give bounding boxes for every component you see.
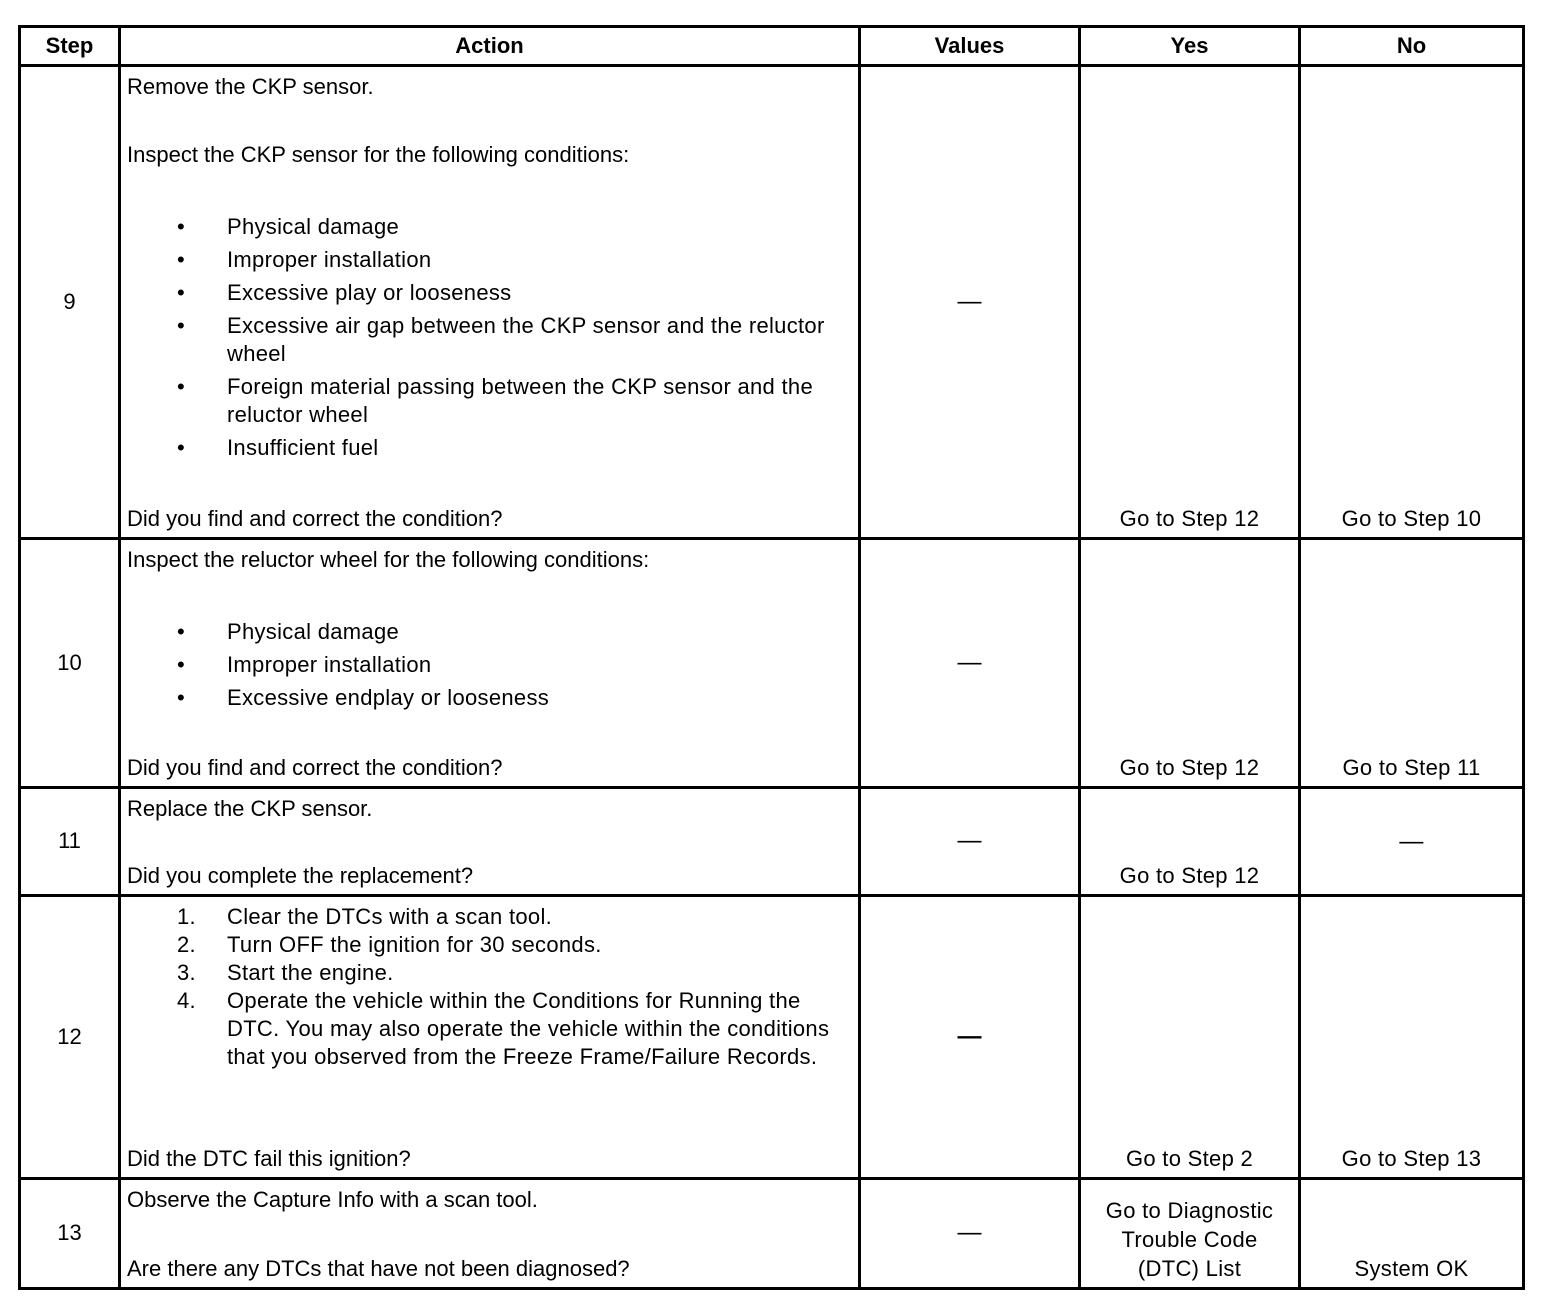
no-outcome: Go to Step 13 xyxy=(1300,896,1524,1179)
step-number: 11 xyxy=(20,787,120,895)
step-number: 13 xyxy=(20,1178,120,1288)
diagnostic-table xyxy=(18,25,1525,1290)
list-item: • Insufficient fuel xyxy=(177,435,379,460)
table-row-step-12 xyxy=(20,896,1524,1179)
table-row-step-13 xyxy=(20,1178,1524,1288)
bullet-icon: • xyxy=(177,619,186,645)
bullet-icon: • xyxy=(177,280,186,305)
condition-list xyxy=(127,213,852,462)
bullet-icon: • xyxy=(177,313,186,338)
no-outcome: System OK xyxy=(1300,1178,1524,1288)
action-cell xyxy=(120,66,860,539)
table-row-step-10 xyxy=(20,539,1524,788)
values-cell: — xyxy=(860,66,1080,539)
action-intro: Observe the Capture Info with a scan tool. xyxy=(127,1186,538,1212)
bullet-icon: • xyxy=(177,652,186,678)
action-lead: Inspect the CKP sensor for the following conditions: xyxy=(127,142,630,167)
yes-outcome: Go to Step 12 xyxy=(1080,66,1300,539)
action-question: Did the DTC fail this ignition? xyxy=(127,1145,411,1171)
action-question: Are there any DTCs that have not been diagnosed? xyxy=(127,1256,630,1281)
bullet-icon: • xyxy=(177,374,186,399)
no-outcome: Go to Step 10 xyxy=(1300,66,1524,539)
table-row-step-11 xyxy=(20,787,1524,895)
header-row xyxy=(20,27,1524,66)
list-item: • Improper installation xyxy=(177,652,432,678)
bullet-icon: • xyxy=(177,685,186,711)
yes-outcome: Go to Step 2 xyxy=(1080,896,1300,1179)
bullet-icon: • xyxy=(177,435,186,460)
list-item: • Excessive endplay or looseness xyxy=(177,685,550,711)
step-number: 12 xyxy=(20,896,120,1179)
action-intro: Remove the CKP sensor. xyxy=(127,74,374,99)
bullet-icon: • xyxy=(177,214,186,239)
no-outcome: Go to Step 11 xyxy=(1300,539,1524,788)
yes-outcome: Go to Step 12 xyxy=(1080,539,1300,788)
list-item: • Physical damage xyxy=(177,619,400,645)
action-question: Did you find and correct the condition? xyxy=(127,754,503,780)
header-values: Values xyxy=(860,27,1080,66)
action-lead: Inspect the reluctor wheel for the following conditions: xyxy=(127,547,650,573)
list-item: 2. Turn OFF the ignition for 30 seconds. xyxy=(177,932,602,958)
action-question: Did you find and correct the condition? xyxy=(127,506,503,532)
bullet-icon: • xyxy=(177,247,186,272)
action-cell xyxy=(120,1178,860,1288)
header-action: Action xyxy=(120,27,860,66)
action-cell xyxy=(120,539,860,788)
header-step: Step xyxy=(20,27,120,66)
table-row-step-9 xyxy=(20,66,1524,539)
list-item: 4. Operate the vehicle within the Conditions for Running the DTC. You may also operate the vehicle within the conditions that you observed from the Freeze Frame/Failure Records. xyxy=(177,988,830,1070)
action-cell xyxy=(120,896,860,1179)
no-outcome: — xyxy=(1300,787,1524,895)
list-item: • Foreign material passing between the CKP sensor and the reluctor wheel xyxy=(177,374,813,427)
action-question: Did you complete the replacement? xyxy=(127,863,474,889)
yes-outcome: Go to Step 12 xyxy=(1080,787,1300,895)
procedure-list xyxy=(127,903,852,1071)
action-cell xyxy=(120,787,860,895)
list-item: • Excessive play or looseness xyxy=(177,280,512,305)
list-item: • Physical damage xyxy=(177,214,400,239)
values-cell: — xyxy=(860,1178,1080,1288)
header-no: No xyxy=(1300,27,1524,66)
values-cell: — xyxy=(860,787,1080,895)
list-item: • Improper installation xyxy=(177,247,432,272)
step-number: 10 xyxy=(20,539,120,788)
list-item: 3. Start the engine. xyxy=(177,960,394,986)
yes-outcome: Go to Diagnostic Trouble Code (DTC) List xyxy=(1080,1178,1300,1288)
values-cell: — xyxy=(860,896,1080,1179)
values-cell: — xyxy=(860,539,1080,788)
step-number: 9 xyxy=(20,66,120,539)
condition-list xyxy=(127,618,852,712)
list-item: 1. Clear the DTCs with a scan tool. xyxy=(177,904,553,930)
action-intro: Replace the CKP sensor. xyxy=(127,795,373,821)
header-yes: Yes xyxy=(1080,27,1300,66)
list-item: • Excessive air gap between the CKP sensor and the reluctor wheel xyxy=(177,313,825,366)
